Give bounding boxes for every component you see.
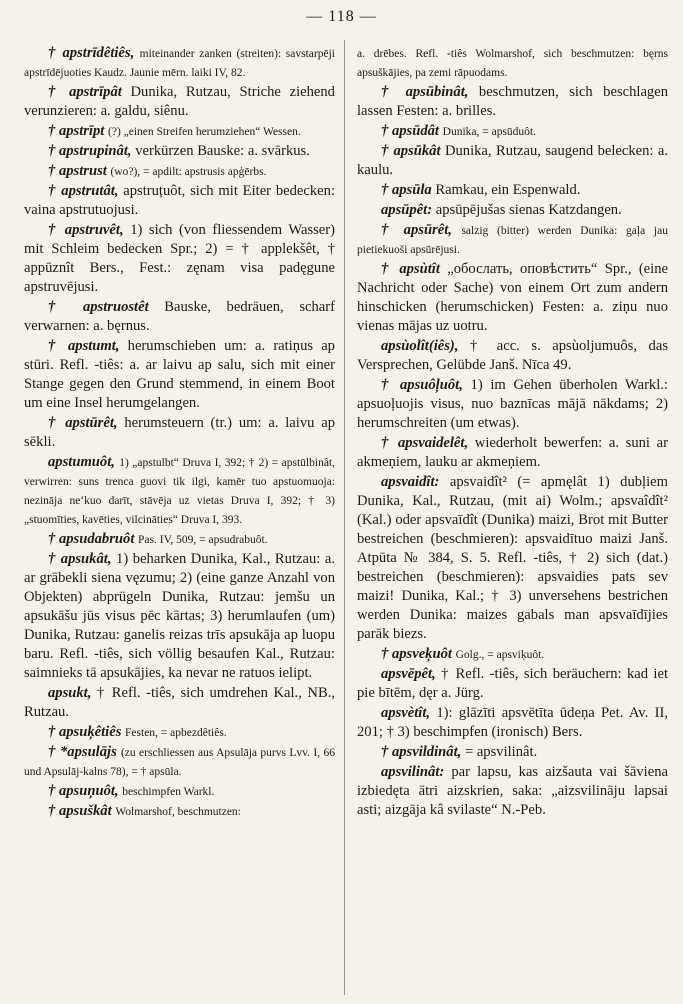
- dictionary-entry: [24, 83, 335, 121]
- dictionary-entry: [24, 684, 335, 722]
- entry-headword: † apstrutât,: [48, 183, 119, 199]
- entry-headword: apsukt,: [48, 685, 92, 701]
- dictionary-entry: [24, 550, 335, 683]
- entry-text: Dunika, Rutzau, Striche ziehend verunzieren: a. galdu, siênu.: [24, 84, 335, 119]
- entry-text: (zu erschliessen aus Apsulāja purvs Lvv. I, 66 und Apsulāj-kalns 78), = † apsūla.: [24, 747, 336, 778]
- entry-headword: † apsvaidelêt,: [381, 435, 469, 451]
- entry-headword: † apsūrêt,: [381, 222, 452, 238]
- entry-text: (wo?), = apdilt: apstrusis apģērbs.: [110, 166, 267, 178]
- entry-text: verkürzen Bauske: a. svārkus.: [135, 143, 310, 159]
- entry-headword: † apsuškât: [48, 803, 112, 819]
- dictionary-entry: [357, 44, 668, 82]
- entry-headword: † apstūrêt,: [48, 415, 118, 431]
- entry-headword: † apstruostêt: [48, 299, 149, 315]
- entry-text: Dunika, = apsūduôt.: [442, 126, 537, 138]
- entry-headword: † apsudabruôt: [48, 531, 135, 547]
- entry-headword: † apsuņuôt,: [48, 783, 119, 799]
- entry-text: 1) im Gehen überholen Warkl.: apsuoļuojis visus, nuo baznīcas mājā nākdams; 2) herumschreiten (um etwas).: [357, 377, 668, 431]
- entry-text: apstruțuôt, sich mit Eiter bedecken: vaina apstrutuojusi.: [24, 183, 336, 218]
- entry-text: beschmutzen, sich beschlagen lassen Festen: a. brilles.: [357, 84, 668, 119]
- entry-headword: apsvilinât:: [381, 764, 445, 780]
- entry-text: 1) beharken Dunika, Kal., Rutzau: a. ar grābekli siena vęzumu; 2) (eine ganze Anzahl von Objekten) abprügeln Dunika, Rutzau: jemšu un apsukāšu jūs visus pēc kārtas; 3) herumlaufen (um) Dunika, Rutzau: ganelis reizas trīs apsukāja ap luopu baru. Refl. -tiês, sich völlig besaufen Kal., Rutzau: saimnieks tā apsukājies, ka nevar ne ratuos ielipt.: [24, 551, 336, 681]
- dictionary-entry: [24, 298, 335, 336]
- dictionary-entry: [357, 645, 668, 664]
- entry-headword: apsùolît(iês),: [381, 338, 459, 354]
- dictionary-entry: [357, 434, 668, 472]
- entry-text: a. drēbes. Refl. -tiês Wolmarshof, sich beschmutzen: bęrns apsuškājies, pa zemi rāpuodams.: [357, 48, 668, 79]
- entry-headword: † *apsulājs: [48, 744, 117, 760]
- entry-headword: † apsuķêtiês: [48, 724, 122, 740]
- dictionary-entry: [357, 763, 668, 820]
- dictionary-entry: [24, 782, 335, 801]
- entry-headword: † apstruvêt,: [48, 222, 124, 238]
- entry-text: † acc. s. apsùoljumuôs, das Versprechen, Gelübde Janš. Nīca 49.: [357, 338, 668, 373]
- dictionary-entry: [357, 83, 668, 121]
- entry-text: herumschieben um: a. ratiņus ap stūri. Refl. -tiês: a. ar laivu ap salu, sich mit einer Stange gegen den Grund stemmend, in einem Boot um eine Insel herumgelangen.: [24, 338, 335, 411]
- entry-text: (?) „einen Streifen herumziehen“ Wessen.: [108, 126, 301, 138]
- entry-headword: apsūpêt:: [381, 202, 433, 218]
- entry-text: apsvaidît² (= apmęlât 1) dubļiem Dunika, Kal., Rutzau, (mit ai) Wolm.; apsvaîdît² (Kal.) oder apsvaīdît (Dunika) maizi, Brot mit Butter bestreichen (beschmieren): apsvaidītuo maizi Janš. Atpūta № 384, S. 5. Refl. -tiês, † 2) sich (dat.) bestreichen (beschmieren): apsvaidies pats sev maizi! Dunika, Kal.; † 3) unversehens bestrichen werden Dunika: maizes gabals man apsvaīdījies parāk biezs.: [357, 474, 668, 642]
- entry-text: miteinander zanken (streiten): savstarpēji apstrīdējuoties Kaudz. Jaunie mērn. laiki IV, 82.: [24, 48, 335, 79]
- entry-text: Bauske, bedräuen, scharf verwarnen: a. bęrnus.: [24, 299, 335, 334]
- dictionary-entry: [357, 221, 668, 259]
- dictionary-entry: [357, 473, 668, 644]
- entry-headword: † apsvildinât,: [381, 744, 462, 760]
- dictionary-entry: [24, 142, 335, 161]
- left-column: [24, 44, 335, 822]
- entry-headword: † apstrīdêtiês,: [48, 45, 135, 61]
- entry-headword: † apsūdât: [381, 123, 439, 139]
- dictionary-entry: [357, 743, 668, 762]
- dictionary-entry: [24, 453, 335, 529]
- dictionary-entry: [357, 665, 668, 703]
- dictionary-entry: [24, 44, 335, 82]
- entry-text: wiederholt bewerfen: a. suni ar akmeņiem, lauku ar akmeņiem.: [357, 435, 668, 470]
- entry-text: apsūpējušas sienas Katzdangen.: [435, 202, 622, 218]
- dictionary-entry: [24, 743, 335, 781]
- entry-headword: † apsuôļuôt,: [381, 377, 463, 393]
- entry-text: herumsteuern (tr.) um: a. laivu ap sēkli.: [24, 415, 335, 450]
- entry-text: † Refl. -tiês, sich umdrehen Kal., NB., Rutzau.: [24, 685, 335, 720]
- entry-headword: apsvaidît:: [381, 474, 440, 490]
- entry-headword: † apsukât,: [48, 551, 112, 567]
- entry-headword: apsvètît,: [381, 705, 431, 721]
- entry-text: Dunika, Rutzau, saugend belecken: a. kaulu.: [357, 143, 669, 178]
- entry-text: 1): glāzīti apsvētīta ūdeņa Pet. Av. II, 201; † 3) beschimpfen (ironisch) Bers.: [357, 705, 668, 740]
- dictionary-entry: [357, 376, 668, 433]
- entry-text: beschimpfen Warkl.: [122, 786, 215, 798]
- dictionary-entry: [357, 142, 668, 180]
- dictionary-entry: [24, 414, 335, 452]
- entry-text: „обослать, оповѣстить“ Spr., (eine Nachricht oder Sache) von einem Ort zum andern hinschicken (herumschicken) Festen: a. ziņu nuo vienas mājas uz uotru.: [357, 261, 668, 334]
- entry-text: Golg., = apsviķuôt.: [455, 649, 545, 661]
- entry-text: 1) sich (von fliessendem Wasser) mit Schleim bedecken Spr.; 2) = † applekšêt, † appūznît Bers., Fest.: zęnam visa padęgune apstruvējusi.: [24, 222, 335, 295]
- entry-headword: † apsūkât: [381, 143, 441, 159]
- dictionary-entry: [24, 337, 335, 413]
- dictionary-entry: [24, 530, 335, 549]
- entry-headword: apsvēpêt,: [381, 666, 436, 682]
- right-column: [357, 44, 668, 821]
- dictionary-entry: [24, 723, 335, 742]
- entry-headword: † apsūla: [381, 182, 432, 198]
- dictionary-entry: [24, 221, 335, 297]
- entry-text: Pas. IV, 509, = apsudrabuôt.: [138, 534, 268, 546]
- entry-headword: † apsveķuôt: [381, 646, 452, 662]
- entry-headword: † apstrupinât,: [48, 143, 132, 159]
- entry-headword: † apstrīpât: [48, 84, 122, 100]
- entry-text: = apsvilinât.: [464, 744, 538, 760]
- dictionary-entry: [357, 181, 668, 200]
- entry-headword: apstumuôt,: [48, 454, 115, 470]
- dictionary-entry: [357, 260, 668, 336]
- entry-text: salzig (bitter) werden Dunika: gaļa jau pietiekuoši apsūrējusi.: [357, 225, 668, 256]
- entry-text: par lapsu, kas aizšauta vai šāviena izbiedęta ātri aizskrien, saka: „aizsvilināju lapsai asti; aizgāja kâ svilaste“ N.-Peb.: [357, 764, 668, 818]
- dictionary-entry: [24, 162, 335, 181]
- dictionary-entry: [357, 122, 668, 141]
- column-divider: [344, 40, 345, 995]
- dictionary-entry: [357, 337, 668, 375]
- dictionary-entry: [24, 182, 335, 220]
- entry-text: 1) „apstulbt“ Druva I, 392; † 2) = apstūlbinât, verwirren: suns trenca guovi tik ilgi, kamēr tuo apstuomuoja: nezināja ne‘kuo darīt, stāvēja uz vietas Druva I, 392; † 3) „stuomīties, kavēties, vilcināties“ Druva I, 393.: [24, 457, 335, 526]
- entry-headword: † apsūbinât,: [381, 84, 469, 100]
- entry-text: Wolmarshof, beschmutzen:: [115, 806, 241, 818]
- entry-headword: † apstrīpt: [48, 123, 105, 139]
- dictionary-entry: [24, 122, 335, 141]
- dictionary-entry: [357, 704, 668, 742]
- page-number: — 118 —: [306, 8, 377, 25]
- entry-headword: † apsùtît: [381, 261, 440, 277]
- entry-headword: † apstumt,: [48, 338, 120, 354]
- entry-text: Festen, = apbezdêtiês.: [125, 727, 227, 739]
- entry-text: † Refl. -tiês, sich beräuchern: kad iet pie bītēm, dęr a. Jürg.: [357, 666, 668, 701]
- entry-text: Ramkau, ein Espenwald.: [435, 182, 581, 198]
- dictionary-entry: [357, 201, 668, 220]
- entry-headword: † apstrust: [48, 163, 107, 179]
- dictionary-entry: [24, 802, 335, 821]
